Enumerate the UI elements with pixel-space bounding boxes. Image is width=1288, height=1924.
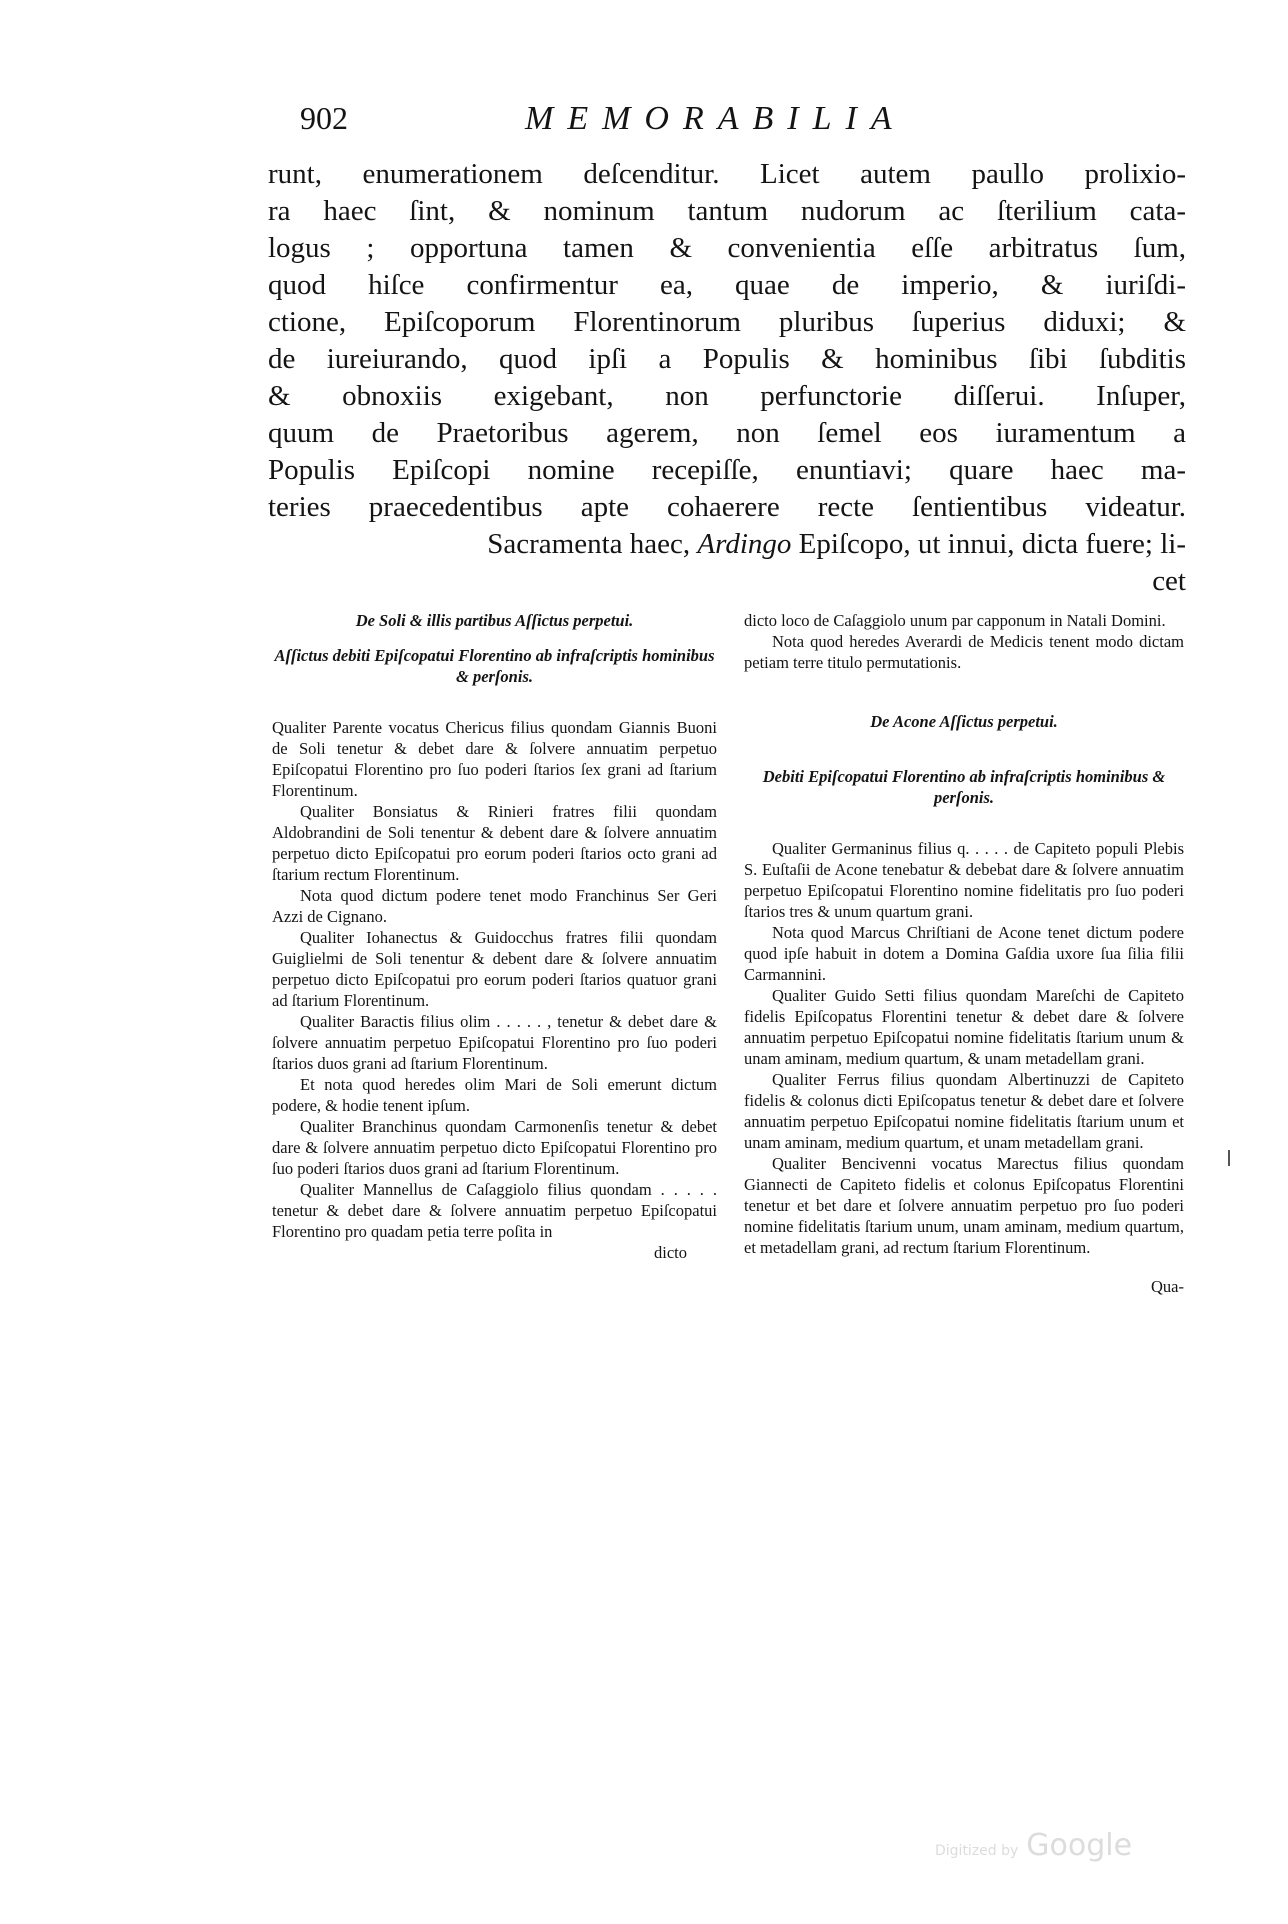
page-number: 902 <box>300 100 348 136</box>
main-text-line: ra haec ſint, & nominum tantum nudorum ac ſterilium cata- <box>268 195 1186 227</box>
main-text-fragment: Sacramenta haec, <box>487 528 698 560</box>
main-text-line: teries praecedentibus apte cohaerere recte ſentientibus videatur. <box>268 491 1186 523</box>
record-paragraph: Qualiter Guido Setti filius quondam Mareſchi de Capiteto fidelis Epiſcopatus Florentini tenetur & debet dare & ſolvere annuatim perpetuo Epiſcopatui nomine fidelitatis ſtarium unum & unam aminam, medium quartum, & unam metadellam grani. <box>744 986 1184 1068</box>
record-paragraph: Nota quod dictum podere tenet modo Franchinus Ser Geri Azzi de Cignano. <box>272 886 717 926</box>
record-paragraph: Qualiter Mannellus de Caſaggiolo filius quondam . . . . . tenetur & debet dare & ſolvere annuatim perpetuo Epiſcopatui Florentino pro quadam petia terre poſita in <box>272 1180 717 1241</box>
page-header <box>300 100 940 140</box>
record-paragraph: Nota quod Marcus Chriſtiani de Acone tenet dictum podere quod ipſe habuit in dotem a Domina Gaſdia uxore ſua ſilia filii Carmannini. <box>744 923 1184 984</box>
record-paragraph: Qualiter Iohanectus & Guidocchus fratres filii quondam Guiglielmi de Soli tenentur & debent dare & ſolvere annuatim perpetuo dicto Epiſcopatui pro eorum poderi ſtarios quatuor grani ad ſtarium Florentinum. <box>272 928 717 1010</box>
record-paragraph: Qualiter Germaninus filius q. . . . . de Capiteto populi Plebis S. Euſtaſii de Acone tenebatur & debebat dare & ſolvere annuatim perpetuo Epiſcopatui Florentino nomine fidelitatis pro ſuo poderi ſtarios tres & unum quartum grani. <box>744 839 1184 921</box>
main-text-line: quod hiſce confirmentur ea, quae de imperio, & iuriſdi- <box>268 269 1186 301</box>
main-text-line: de iureiurando, quod ipſi a Populis & hominibus ſibi ſubditis <box>268 343 1186 375</box>
record-paragraph: Qualiter Bencivenni vocatus Marectus filius quondam Giannecti de Capiteto fidelis et colonus Epiſcopatus Florentini tenetur et bet dare et ſolvere annuatim perpetuo pro ſuo poderi nomine fidelitatis ſtarium unum, unam aminam, medium quartum, et metadellam grani, ad rectum ſtarium Florentinum. <box>744 1154 1184 1257</box>
record-paragraph: Qualiter Bonsiatus & Rinieri fratres filii quondam Aldobrandini de Soli tenentur & debent dare & ſolvere annuatim perpetuo dicto Epiſcopatui pro eorum poderi ſtarios octo grani ad ſtarium rectum Florentinum. <box>272 802 717 884</box>
right-column-catchword: Qua- <box>1151 1277 1184 1296</box>
record-paragraph: Qualiter Branchinus quondam Carmonenſis tenetur & debet dare & ſolvere annuatim perpetuo dicto Epiſcopatui Florentino pro ſuo poderi ſtarios duos grani ad ſtarium Florentinum. <box>272 1117 717 1178</box>
left-column-subheading: Aſſictus debiti Epiſcopatui Florentino ab infraſcriptis hominibus & perſonis. <box>274 646 715 686</box>
bishop-name: Ardingo <box>697 528 792 560</box>
main-text-line: ctione, Epiſcoporum Florentinorum pluribus ſuperius diduxi; & <box>268 306 1186 338</box>
right-column-subheading: Debiti Epiſcopatui Florentino ab infraſcriptis hominibus & perſonis. <box>762 767 1166 807</box>
record-paragraph: Et nota quod heredes olim Mari de Soli emerunt dictum podere, & hodie tenent ipſum. <box>272 1075 717 1115</box>
main-catchword: cet <box>1152 565 1186 597</box>
main-text-line: & obnoxiis exigebant, non perfunctorie diſſerui. Inſuper, <box>268 380 1186 412</box>
watermark-prefix: Digitized by <box>935 1843 1019 1859</box>
record-paragraph: dicto loco de Caſaggiolo unum par capponum in Natali Domini. <box>744 611 1166 630</box>
left-column-catchword: dicto <box>654 1243 687 1262</box>
digitization-watermark <box>935 1828 1132 1863</box>
main-text-line: Populis Epiſcopi nomine recepiſſe, enuntiavi; quare haec ma- <box>268 454 1186 486</box>
main-text-fragment: Epiſcopo, ut innui, dicta fuere; li- <box>791 528 1186 560</box>
main-text-block <box>268 156 1186 600</box>
record-paragraph: Qualiter Ferrus filius quondam Albertinuzzi de Capiteto fidelis & colonus dicti Epiſcopatus tenetur & debet dare et ſolvere annuatim perpetuo Epiſcopatui nomine fidelitatis ſtarium unum et unam aminam, medium quartum, et unam metadellam grani. <box>744 1070 1184 1152</box>
main-text-line: runt, enumerationem deſcenditur. Licet autem paullo prolixio- <box>268 158 1186 190</box>
main-text-line: quum de Praetoribus agerem, non ſemel eos iuramentum a <box>268 417 1186 449</box>
record-paragraph: Qualiter Baractis filius olim . . . . . , tenetur & debet dare & ſolvere annuatim perpetuo Epiſcopatui Florentino pro ſuo poderi ſtarios duos grani ad ſtarium Florentinum. <box>272 1012 717 1073</box>
watermark-brand: Google <box>1026 1828 1133 1863</box>
record-note: Nota quod heredes Averardi de Medicis tenent modo dictam petiam terre titulo permutationis. <box>744 632 1184 672</box>
right-column <box>744 610 1184 1297</box>
running-title: MEMORABILIA <box>525 100 906 137</box>
left-column-heading: De Soli & illis partibus Aſſictus perpetui. <box>355 611 634 630</box>
record-paragraph: Qualiter Parente vocatus Chericus filius quondam Giannis Buoni de Soli tenetur & debet dare & ſolvere annuatim perpetuo Epiſcopatui Florentino pro ſuo poderi ſtarios ſex grani ad ſtarium Florentinum. <box>272 718 717 800</box>
margin-mark <box>1228 1150 1230 1166</box>
main-text-last-line <box>268 526 1186 563</box>
right-column-heading: De Acone Aſſictus perpetui. <box>870 712 1058 731</box>
left-column <box>272 610 717 1263</box>
main-text-line: logus ; opportuna tamen & convenientia eſſe arbitratus ſum, <box>268 232 1186 264</box>
